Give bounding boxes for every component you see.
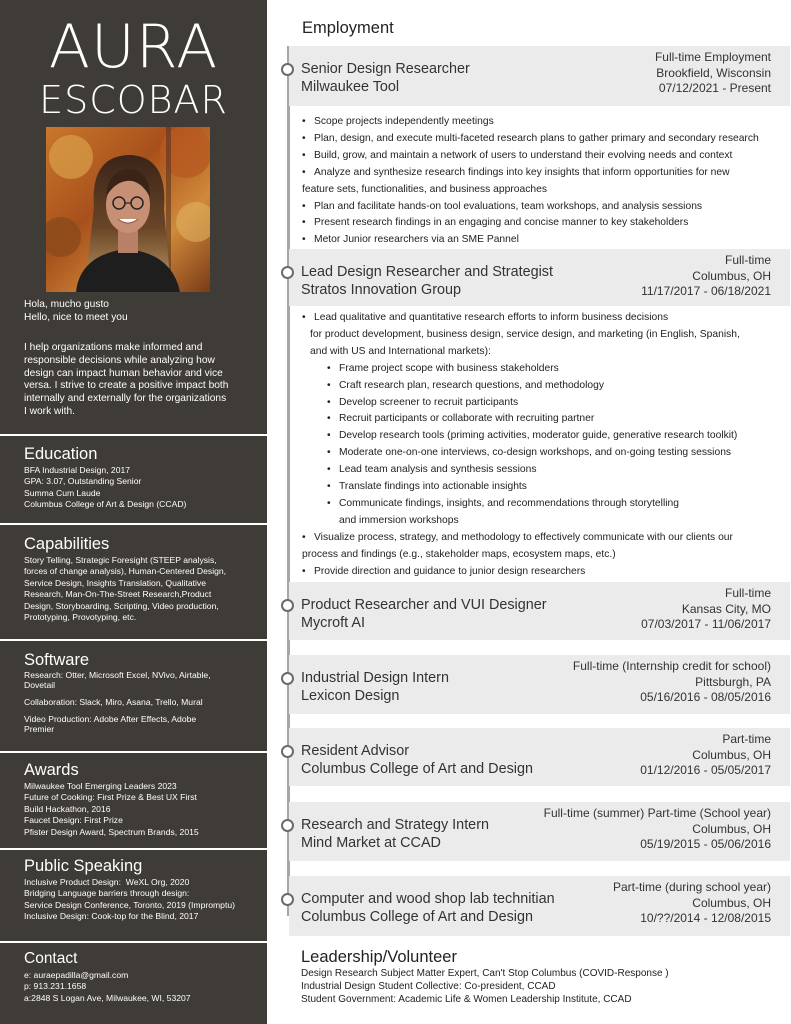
- software-line: Video Production: Adobe After Effects, Adobe: [24, 714, 197, 725]
- timeline-dot: [281, 745, 294, 758]
- software-line: Research: Otter, Microsoft Excel, NVivo, Airtable,: [24, 670, 211, 680]
- awards-title: Awards: [24, 761, 79, 779]
- software-title: Software: [24, 651, 90, 669]
- bio-line: responsible decisions while analyzing how: [24, 354, 215, 366]
- leadership-line: Student Government: Academic Life & Women Leadership Institute, CCAD: [301, 994, 632, 1006]
- timeline-dot: [281, 266, 294, 279]
- software-line: Dovetail: [24, 679, 56, 690]
- contact-title: Contact: [24, 950, 78, 967]
- job-header: [289, 249, 790, 306]
- job-location: Brookfield, Wisconsin: [656, 65, 771, 80]
- job-title: Senior Design Researcher: [301, 61, 470, 77]
- job-type: Full-time Employment: [654, 50, 771, 64]
- job-dates: 05/19/2015 - 05/06/2016: [640, 837, 771, 852]
- software-section: [24, 650, 264, 734]
- job-meta: [613, 880, 771, 927]
- awards-line: Future of Cooking: First Prize & Best UX First: [24, 792, 197, 803]
- awards-line: Build Hackathon, 2016: [24, 803, 111, 814]
- contact-phone[interactable]: p: 913.231.1658: [24, 981, 87, 992]
- job-meta: [640, 732, 771, 779]
- list-item: and immersion workshops: [339, 514, 459, 526]
- job-meta: [544, 806, 771, 853]
- job-meta: [641, 253, 771, 300]
- job-type: Part-time: [722, 732, 771, 746]
- education-line: Columbus College of Art & Design (CCAD): [24, 499, 187, 510]
- contact-section: [24, 949, 264, 1004]
- job-dates: 05/16/2016 - 08/05/2016: [640, 690, 771, 705]
- job-location: Columbus, OH: [692, 821, 771, 836]
- list-item: • Provide direction and guidance to junior design researchers: [300, 564, 787, 581]
- bio-line: I help organizations make informed and: [24, 342, 203, 353]
- employment-title: Employment: [302, 19, 394, 37]
- job-company: Stratos Innovation Group: [301, 282, 461, 298]
- timeline-dot: [281, 599, 294, 612]
- leadership-line: Industrial Design Student Collective: Co-president, CCAD: [301, 981, 556, 993]
- first-name: AURA: [48, 12, 219, 82]
- job-company: Columbus College of Art and Design: [301, 909, 533, 925]
- awards-line: Milwaukee Tool Emerging Leaders 2023: [24, 781, 177, 791]
- public-speaking-line: Inclusive Design: Cook-top for the Blind, 2017: [24, 911, 199, 922]
- greeting: [24, 299, 249, 325]
- capabilities-line: Research, Man-On-The-Street Research,Product: [24, 589, 212, 600]
- contact-address: a:2848 S Logan Ave, Milwaukee, WI, 53207: [24, 992, 191, 1003]
- job-type: Full-time (summer) Part-time (School year): [543, 806, 771, 820]
- public-speaking-line: Inclusive Product Design: WeXL Org, 2020: [24, 877, 190, 887]
- job-type: Full-time (Internship credit for school): [572, 659, 771, 673]
- job-title: Research and Strategy Intern: [301, 817, 489, 833]
- education-section: [24, 444, 264, 511]
- greeting-spanish: Hola, mucho gusto: [24, 299, 109, 310]
- timeline-dot: [281, 672, 294, 685]
- capabilities-section: [24, 534, 264, 623]
- list-item: • Visualize process, strategy, and methodology to effectively communicate with our clients our: [300, 530, 787, 547]
- bio-line: I work with.: [24, 405, 75, 417]
- job-dates: 07/03/2017 - 11/06/2017: [641, 617, 771, 632]
- list-item: • Plan and facilitate hands-on tool evaluations, team workshops, and analysis sessions: [300, 199, 787, 216]
- list-item: • Communicate findings, insights, and recommendations through storytelling: [300, 496, 787, 513]
- list-item: • Lead team analysis and synthesis sessions: [300, 462, 787, 479]
- divider: [0, 751, 267, 753]
- job-location: Columbus, OH: [692, 268, 771, 283]
- list-item: • Translate findings into actionable insights: [300, 479, 787, 496]
- bio-line: versa. I strive to create a positive impact both: [24, 380, 229, 392]
- education-line: Summa Cum Laude: [24, 487, 101, 498]
- job-type: Full-time: [724, 253, 771, 267]
- public-speaking-section: [24, 856, 264, 923]
- capabilities-line: forces of change analysis), Human-Centered Design,: [24, 566, 227, 577]
- leadership-section: [301, 948, 786, 1007]
- education-line: BFA Industrial Design, 2017: [24, 465, 131, 475]
- job-company: Columbus College of Art and Design: [301, 761, 533, 777]
- public-speaking-line: Bridging Language barriers through design:: [24, 888, 190, 899]
- job-meta: [641, 586, 771, 633]
- last-name: ESCOBAR: [39, 78, 228, 122]
- bio-line: design can impact human behavior and vice: [24, 367, 223, 379]
- timeline-dot: [281, 893, 294, 906]
- job-location: Pittsburgh, PA: [695, 674, 771, 689]
- job-company: Mind Market at CCAD: [301, 835, 441, 851]
- job-header: [289, 655, 790, 714]
- job-type: Full-time: [724, 586, 771, 600]
- job-company: Milwaukee Tool: [301, 79, 400, 95]
- capabilities-line: Prototyping, Provotyping, etc.: [24, 612, 137, 623]
- list-item: • Scope projects independently meetings: [300, 114, 787, 131]
- list-item: • Plan, design, and execute multi-faceted research plans to gather primary and secondary research: [300, 131, 787, 148]
- job-dates: 01/12/2016 - 05/05/2017: [640, 763, 771, 778]
- list-item: feature sets, functionalities, and business approaches: [302, 183, 547, 195]
- job-header: [289, 876, 790, 936]
- software-line: Collaboration: Slack, Miro, Asana, Trello, Mural: [24, 697, 203, 707]
- timeline-dot: [281, 63, 294, 76]
- list-item: for product development, business design, service design, and marketing (in English, Spanish,: [310, 328, 740, 340]
- job-location: Columbus, OH: [692, 895, 771, 910]
- divider: [0, 848, 267, 850]
- greeting-english: Hello, nice to meet you: [24, 311, 128, 323]
- list-item: process and findings (e.g., stakeholder maps, ecosystem maps, etc.): [302, 548, 616, 560]
- job-header: [289, 46, 790, 106]
- job-title: Computer and wood shop lab technitian: [301, 891, 555, 907]
- awards-section: [24, 760, 264, 838]
- divider: [0, 941, 267, 943]
- contact-email[interactable]: e: auraepadilla@gmail.com: [24, 970, 129, 980]
- job-company: Lexicon Design: [301, 688, 400, 704]
- job-meta: [655, 50, 771, 97]
- job-header: [289, 802, 790, 861]
- list-item: • Present research findings in an engaging and concise manner to key stakeholders: [300, 215, 787, 232]
- capabilities-line: Design, Storyboarding, Scripting, Video production,: [24, 600, 219, 611]
- job-dates: 07/12/2021 - Present: [658, 81, 771, 96]
- divider: [0, 434, 267, 436]
- divider: [0, 523, 267, 525]
- software-line: Premier: [24, 723, 55, 734]
- job-header: [289, 728, 790, 786]
- job-type: Part-time (during school year): [612, 880, 771, 894]
- leadership-line: Design Research Subject Matter Expert, Can't Stop Columbus (COVID-Response ): [301, 968, 669, 979]
- awards-line: Pfister Design Award, Spectrum Brands, 2015: [24, 826, 199, 837]
- job-bullets: [300, 114, 787, 249]
- list-item: • Metor Junior researchers via an SME Pannel: [300, 232, 787, 249]
- job-meta: [573, 659, 771, 706]
- job-dates: 11/17/2017 - 06/18/2021: [641, 284, 771, 299]
- sidebar: [0, 0, 267, 1024]
- list-item: and with US and International markets):: [310, 345, 491, 357]
- job-title: Lead Design Researcher and Strategist: [301, 264, 553, 280]
- list-item: • Lead qualitative and quantitative research efforts to inform business decisions: [300, 310, 787, 327]
- list-item: • Build, grow, and maintain a network of users to understand their evolving needs and context: [300, 148, 787, 165]
- list-item: • Develop research tools (priming activities, moderator guide, generative research toolkit): [300, 428, 787, 445]
- list-item: • Analyze and synthesize research findings into key insights that inform opportunities for new: [300, 165, 787, 182]
- profile-photo: [46, 127, 210, 292]
- education-title: Education: [24, 445, 98, 463]
- public-speaking-line: Service Design Conference, Toronto, 2019 (Impromptu): [24, 899, 235, 910]
- education-line: GPA: 3.07, Outstanding Senior: [24, 476, 142, 487]
- job-location: Columbus, OH: [692, 747, 771, 762]
- list-item: • Craft research plan, research questions, and methodology: [300, 378, 787, 395]
- job-location: Kansas City, MO: [681, 601, 771, 616]
- job-company: Mycroft AI: [301, 615, 365, 631]
- job-dates: 10/??/2014 - 12/08/2015: [640, 911, 771, 926]
- job-title: Resident Advisor: [301, 743, 409, 759]
- capabilities-title: Capabilities: [24, 535, 110, 553]
- job-title: Industrial Design Intern: [301, 670, 449, 686]
- capabilities-line: Service Design, Insights Translation, Qualitative: [24, 577, 206, 588]
- public-speaking-title: Public Speaking: [24, 857, 143, 875]
- list-item: • Develop screener to recruit participants: [300, 395, 787, 412]
- bio: [24, 342, 249, 419]
- list-item: • Recruit participants or collaborate with recruiting partner: [300, 411, 787, 428]
- divider: [0, 639, 267, 641]
- awards-line: Faucet Design: First Prize: [24, 815, 123, 826]
- job-header: [289, 582, 790, 640]
- bio-line: internally and externally for the organizations: [24, 393, 227, 405]
- capabilities-line: Story Telling, Strategic Foresight (STEEP analysis,: [24, 555, 217, 565]
- job-bullets: [300, 310, 787, 581]
- list-item: • Frame project scope with business stakeholders: [300, 361, 787, 378]
- list-item: • Moderate one-on-one interviews, co-design workshops, and on-going testing sessions: [300, 445, 787, 462]
- leadership-title: Leadership/Volunteer: [301, 948, 457, 966]
- timeline-dot: [281, 819, 294, 832]
- job-title: Product Researcher and VUI Designer: [301, 597, 547, 613]
